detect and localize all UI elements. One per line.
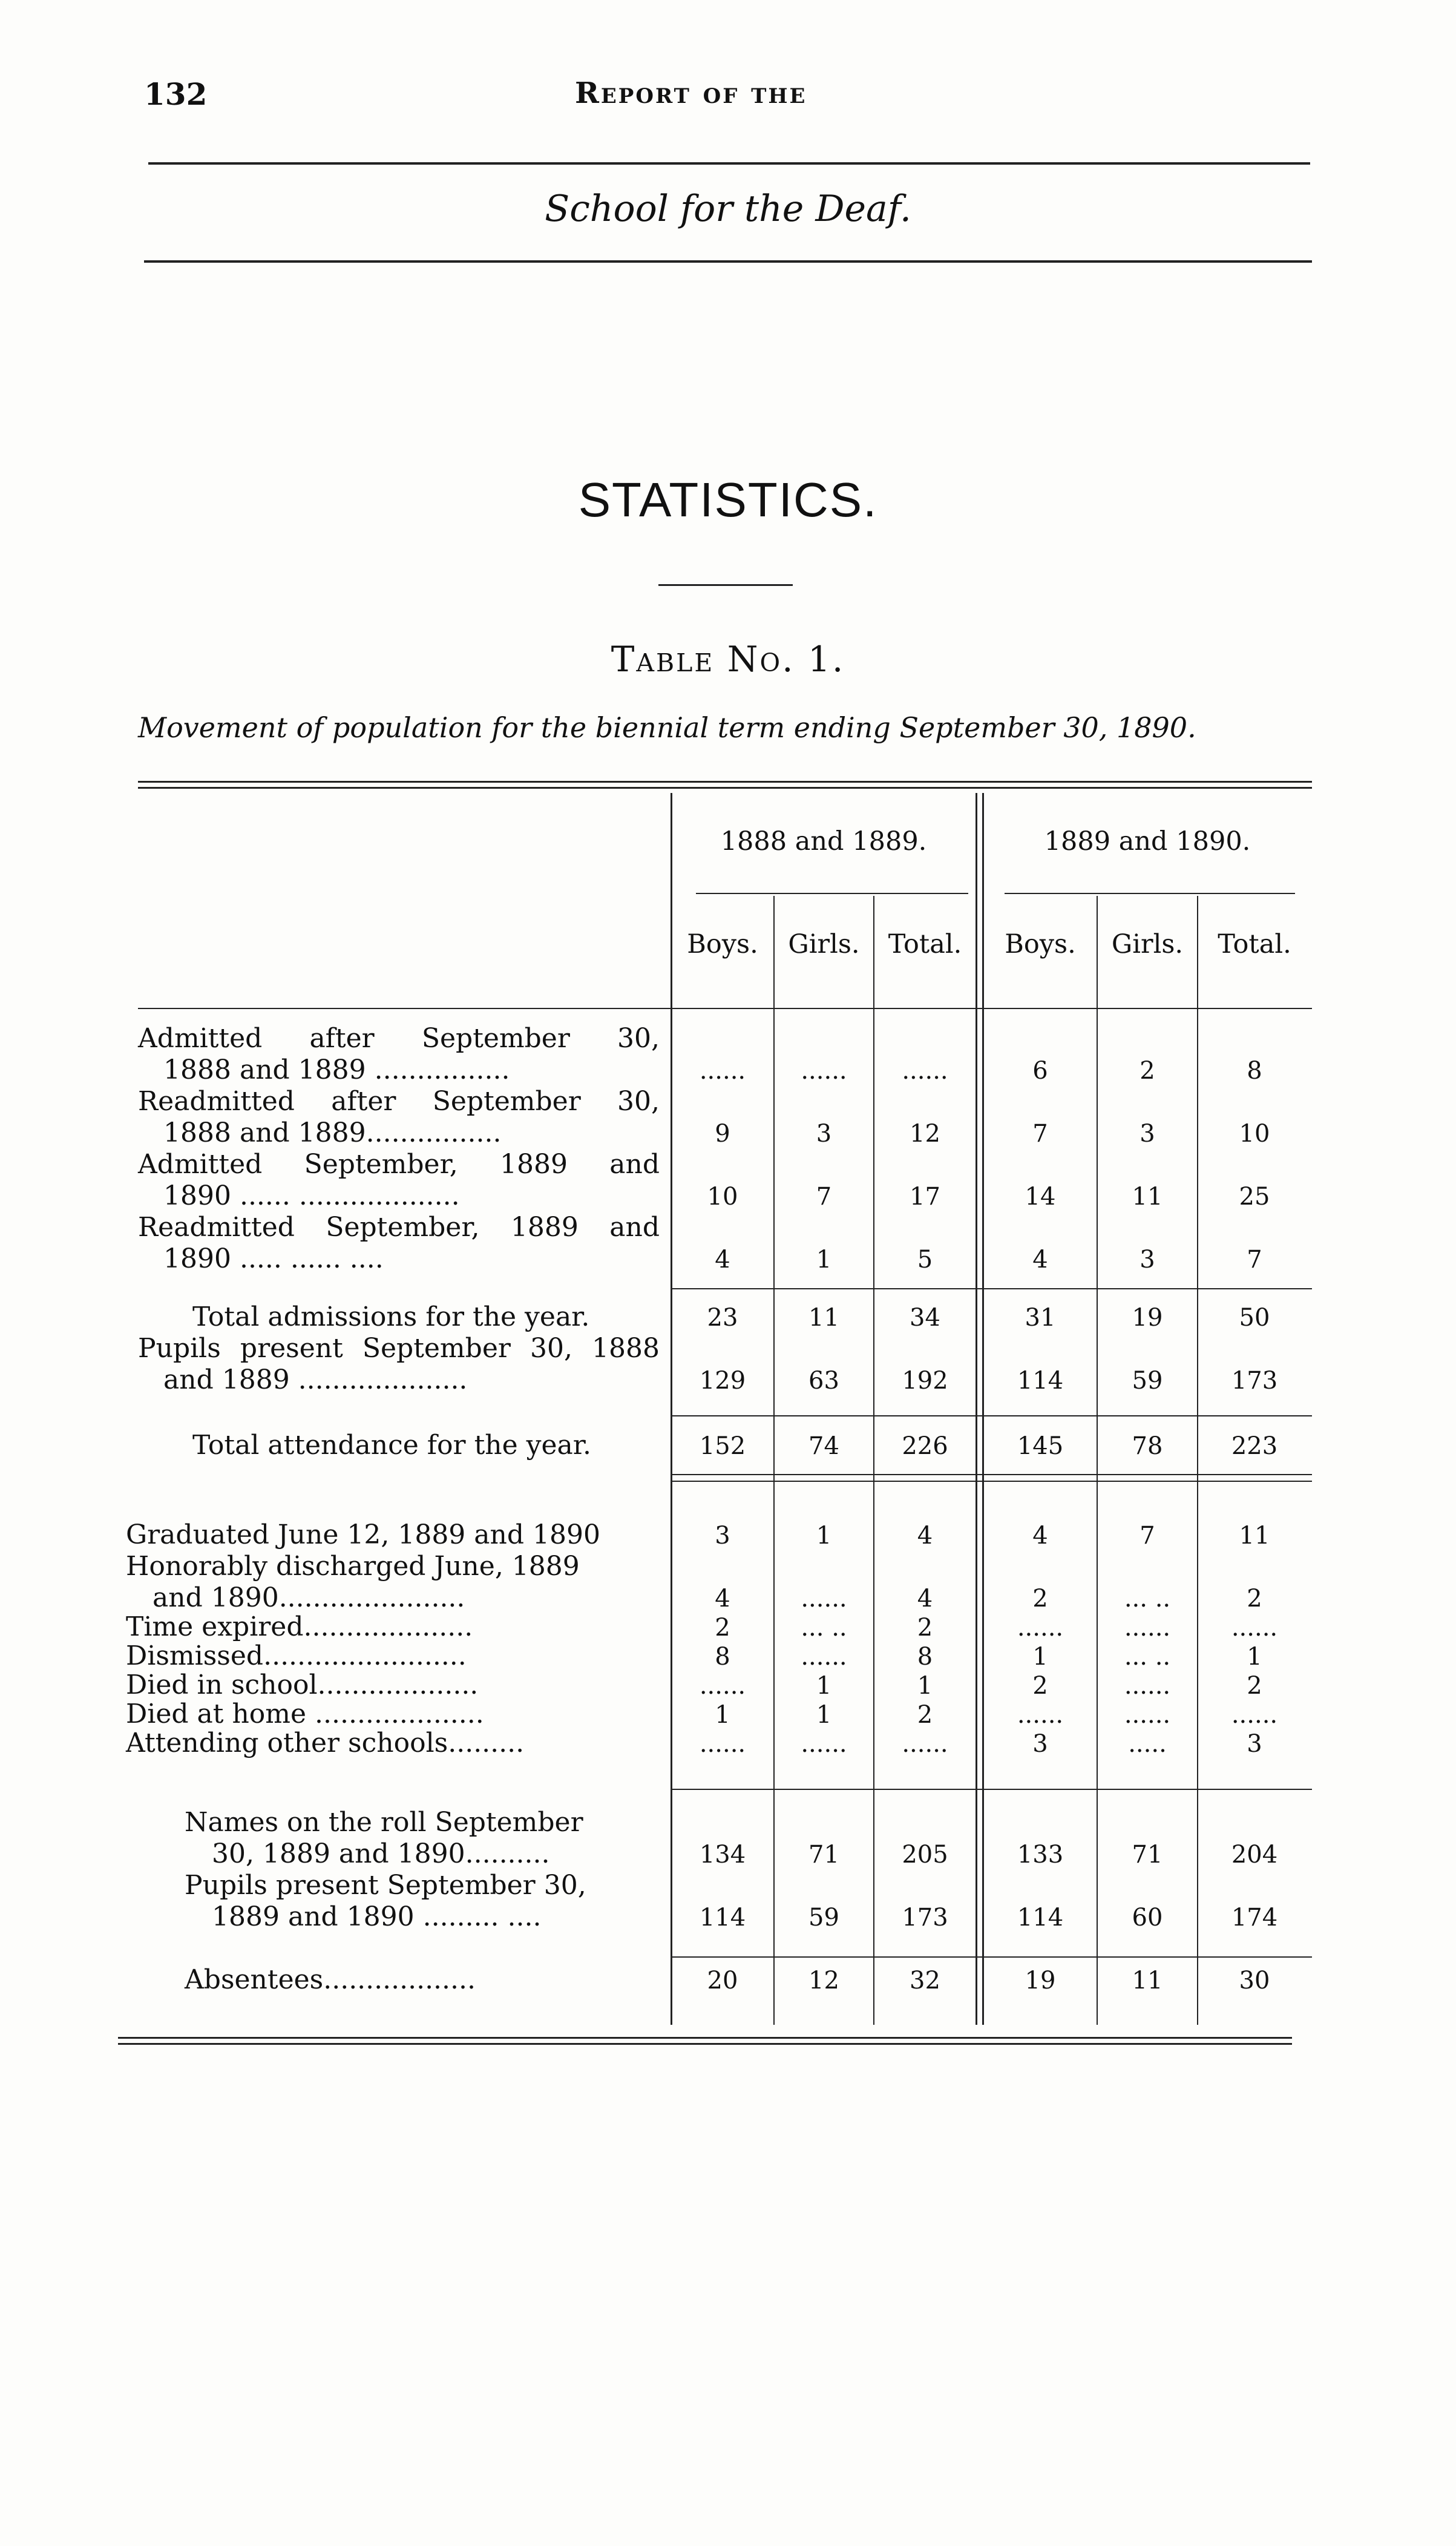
cell-graduated-4: 7 xyxy=(1140,1522,1155,1550)
cell-attending-other-0: ...... xyxy=(699,1730,746,1758)
row-label-admitted-after: Admitted after September 30, xyxy=(138,1023,660,1054)
row-label-pupils-present: Pupils present September 30, 1888 xyxy=(138,1333,660,1364)
cell-died-school-4: ...... xyxy=(1124,1672,1171,1700)
cell-names-roll-3: 133 xyxy=(1017,1841,1064,1869)
cell-died-school-3: 2 xyxy=(1032,1672,1048,1700)
cell-names-roll-5: 204 xyxy=(1231,1841,1278,1869)
row-label-readmitted-after: Readmitted after September 30, xyxy=(138,1086,660,1117)
cell-pupils-present-2-0: 114 xyxy=(699,1904,746,1932)
row-label-admitted-after-2: 1888 and 1889 ................ xyxy=(163,1054,510,1085)
row-label-honorably-discharged-2: and 1890...................... xyxy=(152,1582,465,1613)
row-label-readmitted-sept-2: 1890 ..... ...... .... xyxy=(163,1243,384,1274)
cell-died-school-0: ...... xyxy=(699,1672,746,1700)
cell-graduated-0: 3 xyxy=(715,1522,730,1550)
col-girls-1: Girls. xyxy=(788,929,860,959)
header-rule-top xyxy=(148,162,1310,165)
row-label-died-school: Died in school................... xyxy=(126,1669,479,1700)
cell-pupils-present-2: 192 xyxy=(902,1367,948,1395)
cell-names-roll-1: 71 xyxy=(808,1841,839,1869)
running-title: Report of the xyxy=(575,76,807,110)
cell-absentees-0: 20 xyxy=(707,1967,738,1995)
row-label-absentees: Absentees.................. xyxy=(185,1964,476,1995)
row-label-died-home: Died at home .................... xyxy=(126,1699,484,1729)
cell-readmitted-after-5: 10 xyxy=(1239,1120,1270,1148)
cell-died-school-5: 2 xyxy=(1247,1672,1262,1700)
cell-names-roll-0: 134 xyxy=(699,1841,746,1869)
cell-graduated-5: 11 xyxy=(1239,1522,1270,1550)
col-boys-2: Boys. xyxy=(1005,929,1076,959)
section-title: School for the Deaf. xyxy=(545,188,911,230)
cell-pupils-present-2-3: 114 xyxy=(1017,1904,1064,1932)
row-label-total-attendance: Total attendance for the year. xyxy=(192,1430,591,1461)
cell-dismissed-1: ...... xyxy=(801,1643,847,1671)
row-label-graduated: Graduated June 12, 1889 and 1890 xyxy=(126,1519,600,1550)
row-label-names-roll-2: 30, 1889 and 1890.......... xyxy=(212,1838,550,1869)
cell-total-attendance-4: 78 xyxy=(1132,1432,1163,1460)
cell-readmitted-after-0: 9 xyxy=(715,1120,730,1148)
row-label-honorably-discharged: Honorably discharged June, 1889 xyxy=(126,1551,580,1582)
cell-absentees-5: 30 xyxy=(1239,1967,1270,1995)
cell-admitted-after-0: ...... xyxy=(699,1057,746,1085)
cell-dismissed-3: 1 xyxy=(1032,1643,1048,1671)
cell-pupils-present-2-4: 60 xyxy=(1132,1904,1163,1932)
cell-readmitted-sept-0: 4 xyxy=(715,1246,730,1274)
cell-honorably-discharged-1: ...... xyxy=(801,1585,847,1613)
cell-readmitted-after-1: 3 xyxy=(816,1120,832,1148)
cell-total-admissions-1: 11 xyxy=(808,1304,839,1332)
cell-died-school-1: 1 xyxy=(816,1672,832,1700)
cell-absentees-2: 32 xyxy=(910,1967,940,1995)
cell-admitted-after-4: 2 xyxy=(1140,1057,1155,1085)
cell-died-home-0: 1 xyxy=(715,1701,730,1729)
cell-pupils-present-2-5: 174 xyxy=(1231,1904,1278,1932)
cell-honorably-discharged-5: 2 xyxy=(1247,1585,1262,1613)
cell-admitted-sept-0: 10 xyxy=(707,1183,738,1211)
row-label-admitted-sept: Admitted September, 1889 and xyxy=(138,1149,660,1180)
cell-attending-other-4: ..... xyxy=(1128,1730,1167,1758)
cell-readmitted-sept-2: 5 xyxy=(917,1246,933,1274)
cell-time-expired-0: 2 xyxy=(715,1614,730,1642)
cell-graduated-1: 1 xyxy=(816,1522,832,1550)
cell-died-school-2: 1 xyxy=(917,1672,933,1700)
cell-time-expired-1: ... .. xyxy=(801,1614,847,1642)
cell-readmitted-sept-3: 4 xyxy=(1032,1246,1048,1274)
cell-admitted-after-5: 8 xyxy=(1247,1057,1262,1085)
cell-absentees-4: 11 xyxy=(1132,1967,1163,1995)
cell-dismissed-4: ... .. xyxy=(1124,1643,1171,1671)
row-label-dismissed: Dismissed........................ xyxy=(126,1640,467,1671)
cell-pupils-present-2-1: 59 xyxy=(808,1904,839,1932)
cell-readmitted-after-3: 7 xyxy=(1032,1120,1048,1148)
cell-readmitted-sept-4: 3 xyxy=(1140,1246,1155,1274)
cell-admitted-after-3: 6 xyxy=(1032,1057,1048,1085)
cell-pupils-present-1: 63 xyxy=(808,1367,839,1395)
cell-dismissed-0: 8 xyxy=(715,1643,730,1671)
cell-attending-other-2: ...... xyxy=(902,1730,948,1758)
cell-died-home-2: 2 xyxy=(917,1701,933,1729)
cell-time-expired-5: ...... xyxy=(1231,1614,1278,1642)
cell-graduated-2: 4 xyxy=(917,1522,933,1550)
col-boys-1: Boys. xyxy=(687,929,758,959)
page-number: 132 xyxy=(144,76,208,112)
cell-total-attendance-0: 152 xyxy=(699,1432,746,1460)
cell-pupils-present-2-2: 173 xyxy=(902,1904,948,1932)
table-title: Table No. 1. xyxy=(611,639,845,680)
cell-admitted-sept-2: 17 xyxy=(910,1183,940,1211)
cell-pupils-present-3: 114 xyxy=(1017,1367,1064,1395)
cell-honorably-discharged-4: ... .. xyxy=(1124,1585,1171,1613)
row-label-pupils-present-2: Pupils present September 30, xyxy=(185,1870,586,1901)
col-group-1889-1890: 1889 and 1890. xyxy=(1044,826,1251,857)
cell-pupils-present-0: 129 xyxy=(699,1367,746,1395)
cell-absentees-1: 12 xyxy=(808,1967,839,1995)
cell-names-roll-2: 205 xyxy=(902,1841,948,1869)
col-total-1: Total. xyxy=(888,929,962,959)
cell-admitted-sept-1: 7 xyxy=(816,1183,832,1211)
cell-names-roll-4: 71 xyxy=(1132,1841,1163,1869)
cell-died-home-4: ...... xyxy=(1124,1701,1171,1729)
cell-attending-other-1: ...... xyxy=(801,1730,847,1758)
col-group-1888-1889: 1888 and 1889. xyxy=(720,826,927,857)
cell-time-expired-2: 2 xyxy=(917,1614,933,1642)
cell-admitted-sept-3: 14 xyxy=(1025,1183,1056,1211)
col-total-2: Total. xyxy=(1218,929,1291,959)
cell-absentees-3: 19 xyxy=(1025,1967,1056,1995)
cell-pupils-present-5: 173 xyxy=(1231,1367,1278,1395)
cell-dismissed-5: 1 xyxy=(1247,1643,1262,1671)
cell-total-admissions-0: 23 xyxy=(707,1304,738,1332)
cell-readmitted-sept-1: 1 xyxy=(816,1246,832,1274)
cell-attending-other-3: 3 xyxy=(1032,1730,1048,1758)
cell-time-expired-3: ...... xyxy=(1017,1614,1064,1642)
cell-graduated-3: 4 xyxy=(1032,1522,1048,1550)
cell-total-attendance-2: 226 xyxy=(902,1432,948,1460)
cell-readmitted-after-2: 12 xyxy=(910,1120,940,1148)
row-label-names-roll: Names on the roll September xyxy=(185,1807,583,1838)
cell-total-admissions-5: 50 xyxy=(1239,1304,1270,1332)
cell-admitted-sept-4: 11 xyxy=(1132,1183,1163,1211)
cell-honorably-discharged-2: 4 xyxy=(917,1585,933,1613)
row-label-attending-other: Attending other schools......... xyxy=(126,1728,525,1758)
cell-dismissed-2: 8 xyxy=(917,1643,933,1671)
cell-admitted-after-2: ...... xyxy=(902,1057,948,1085)
cell-readmitted-sept-5: 7 xyxy=(1247,1246,1262,1274)
cell-total-attendance-5: 223 xyxy=(1231,1432,1278,1460)
cell-admitted-after-1: ...... xyxy=(801,1057,847,1085)
heading-underline xyxy=(658,584,793,586)
cell-total-admissions-4: 19 xyxy=(1132,1304,1163,1332)
cell-pupils-present-4: 59 xyxy=(1132,1367,1163,1395)
cell-honorably-discharged-0: 4 xyxy=(715,1585,730,1613)
cell-total-attendance-1: 74 xyxy=(808,1432,839,1460)
cell-readmitted-after-4: 3 xyxy=(1140,1120,1155,1148)
row-label-pupils-present-2: and 1889 .................... xyxy=(163,1364,468,1395)
cell-honorably-discharged-3: 2 xyxy=(1032,1585,1048,1613)
cell-died-home-5: ...... xyxy=(1231,1701,1278,1729)
cell-total-attendance-3: 145 xyxy=(1017,1432,1064,1460)
row-label-pupils-present-2b: 1889 and 1890 ......... .... xyxy=(212,1901,542,1932)
page-heading: STATISTICS. xyxy=(578,473,878,527)
header-rule-bottom xyxy=(144,260,1312,263)
cell-total-admissions-2: 34 xyxy=(910,1304,940,1332)
cell-admitted-sept-5: 25 xyxy=(1239,1183,1270,1211)
cell-attending-other-5: 3 xyxy=(1247,1730,1262,1758)
cell-died-home-3: ...... xyxy=(1017,1701,1064,1729)
row-label-readmitted-after-2: 1888 and 1889................ xyxy=(163,1117,502,1148)
table-caption: Movement of population for the biennial term ending September 30, 1890. xyxy=(138,711,1196,744)
row-label-admitted-sept-2: 1890 ...... ................... xyxy=(163,1180,460,1211)
col-girls-2: Girls. xyxy=(1111,929,1184,959)
row-label-total-admissions: Total admissions for the year. xyxy=(192,1301,590,1332)
cell-time-expired-4: ...... xyxy=(1124,1614,1171,1642)
cell-died-home-1: 1 xyxy=(816,1701,832,1729)
row-label-readmitted-sept: Readmitted September, 1889 and xyxy=(138,1212,660,1243)
row-label-time-expired: Time expired.................... xyxy=(126,1611,473,1642)
cell-total-admissions-3: 31 xyxy=(1025,1304,1056,1332)
